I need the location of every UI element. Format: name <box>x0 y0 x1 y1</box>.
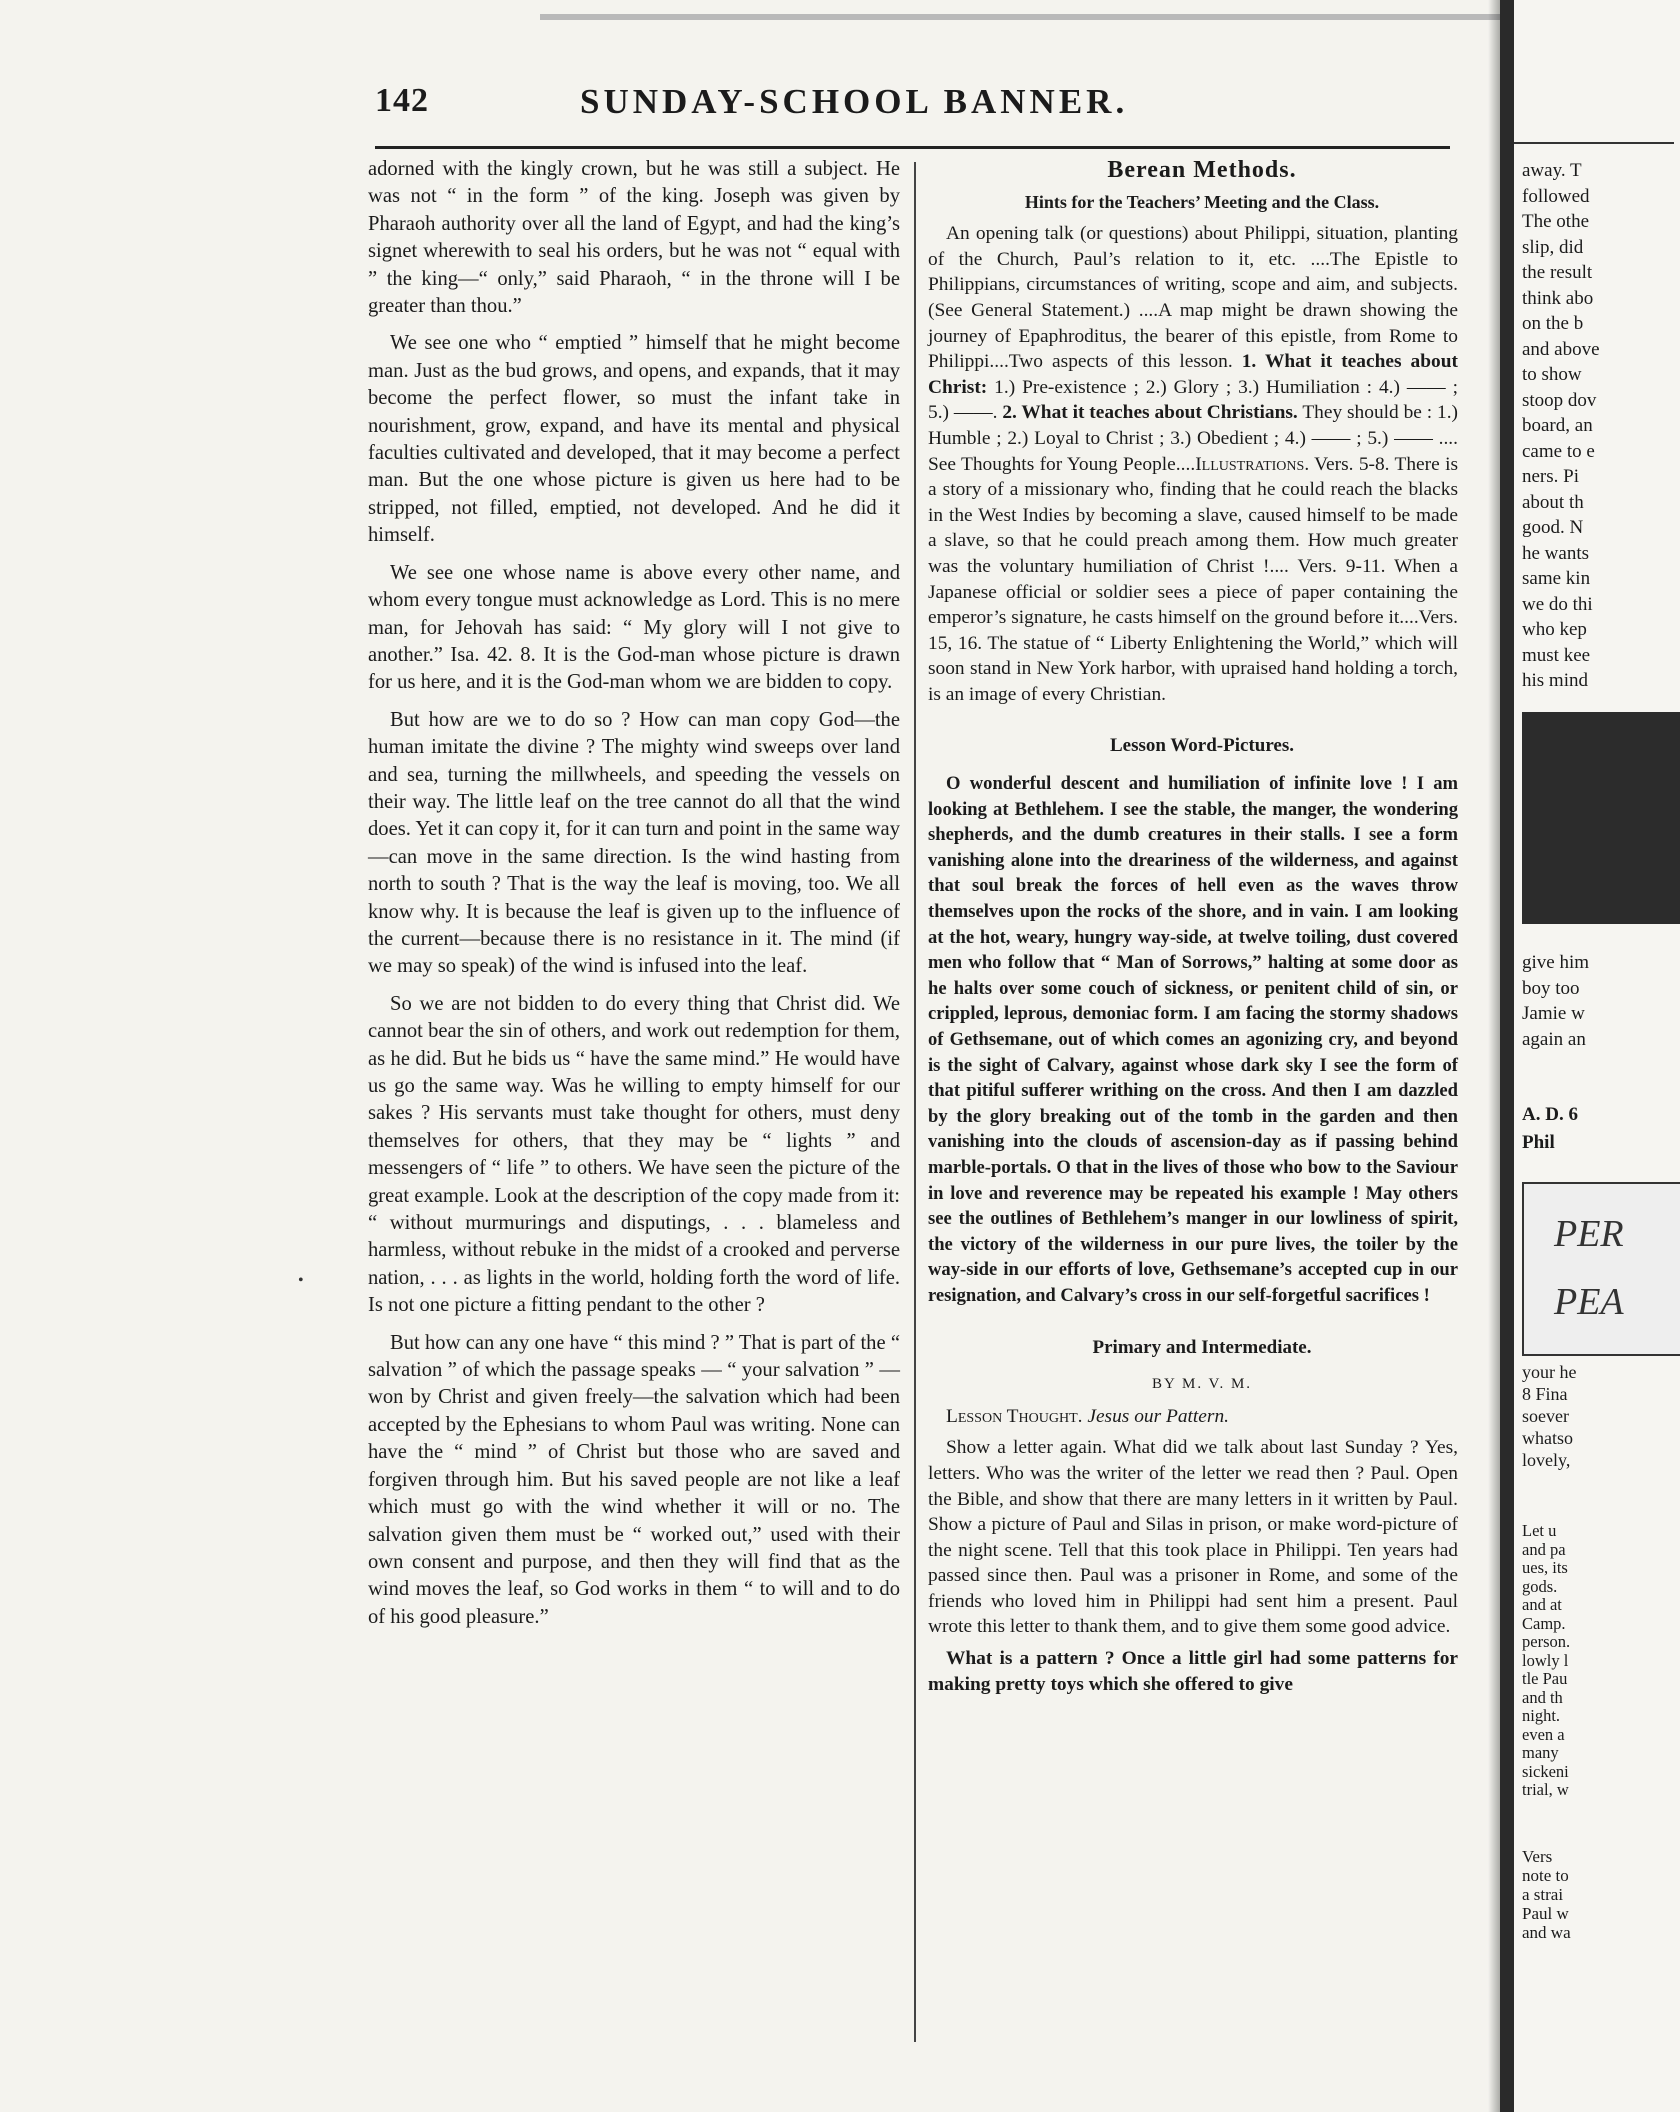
adjacent-page-line: on the b <box>1522 313 1584 334</box>
lesson-thought-label: Lesson Thought. <box>946 1405 1083 1427</box>
adjacent-page-illustration <box>1522 712 1680 924</box>
adjacent-page-line: board, an <box>1522 415 1593 436</box>
adjacent-page-line: tle Pau <box>1522 1669 1568 1688</box>
left-paragraph-2: We see one who “ emptied ” himself that he might become man. Just as the bud grows, and opens, and expands, that it may become the perfect flower, so must the infant take in nourishment, grow, expand, and have its mental and physical faculties cultivated and developed, that it may become a perfect man. But the one whose picture is given us here had to be stripped, not filled, emptied, not developed. And he did it himself. <box>368 332 900 547</box>
adjacent-page-line: boy too <box>1522 977 1580 999</box>
left-paragraph-5: So we are not bidden to do every thing that Christ did. We cannot bear the sin of others, and work out redemption for them, as he did. But he bids us “ have the same mind.” He would have us go the same way. Was he willing to empty himself for our sakes ? His servants must take thought for others, must deny themselves for others, that they may be “ lights ” and messengers of “ life ” to others. We have seen the picture of the great example. Look at the description of the copy made from it: “ without murmurings and disputings, . . . blameless and harmless, without rebuke in the midst of a crooked and perverse nation, . . . as lights in the world, holding forth the word of life. Is not one picture a fitting pendant to the other ? <box>368 992 900 1317</box>
berean-intro: An opening talk (or questions) about Philippi, situation, planting of the Church, Paul’s relation to it, etc. ....The Epistle to Philippians, circumstances of writing, scope and aim, and subjects. (See General Statement.) ....A map might be drawn showing the journey of Epaphroditus, the bearer of this epistle, from Rome to Philippi....Two aspects of this lesson. <box>928 223 1458 373</box>
berean-point-1-label: 1. What it teaches about Christ: <box>928 351 1458 398</box>
adjacent-page-line: 8 Fina <box>1522 1384 1568 1404</box>
adjacent-page-line: same kin <box>1522 568 1591 589</box>
adjacent-page-line: give him <box>1522 952 1590 973</box>
lesson-thought-text: Jesus our Pattern. <box>1087 1405 1229 1427</box>
adjacent-page-line: lowly l <box>1522 1650 1569 1670</box>
adjacent-page-line: gods. <box>1522 1576 1558 1596</box>
adjacent-page-line: and above <box>1522 338 1600 360</box>
adjacent-page-line: think abo <box>1522 287 1594 309</box>
adjacent-page-line: Jamie w <box>1522 1003 1585 1024</box>
adjacent-page-line: Phil <box>1522 1132 1555 1153</box>
adjacent-page-line: Vers <box>1522 1847 1553 1866</box>
adjacent-page-line: soever <box>1522 1406 1569 1426</box>
primary-byline: BY M. V. M. <box>1151 1376 1253 1393</box>
left-paragraph-3: We see one whose name is above every other name, and whom every tongue must acknowledge as Lord. This is no mere man, for Jehovah has said: “ My glory will I not give to another.” Isa. 42. 8. It is the God-man whose picture is drawn for us here, and it is the God-man whom we are bidden to copy. <box>368 561 900 694</box>
adjacent-page-line: ues, its <box>1522 1558 1568 1577</box>
adjacent-page-line: Camp. <box>1522 1613 1566 1633</box>
adjacent-page-motto-image <box>1522 1182 1680 1356</box>
adjacent-page-line: we do thi <box>1522 593 1593 615</box>
adjacent-page-line: note to <box>1522 1866 1569 1885</box>
left-paragraph-4: But how are we to do so ? How can man copy God—the human imitate the divine ? The mighty wind sweeps over land and sea, turning the millwheels, and speeding the vessels on their way. The little leaf on the tree cannot do all that the wind does. Yet it can copy it, for it can turn and point in the same way—can move in the same direction. Is the wind hasting from north to south ? That is the way the leaf is moving, too. We all know why. It is because the leaf is given up to the influence of the current—because there is no resistance in it. The mind (if we may so speak) of the wind is infused into the leaf. <box>368 708 900 978</box>
word-pictures-title: Lesson Word-Pictures. <box>1109 735 1295 757</box>
adjacent-page-line: Paul w <box>1522 1904 1569 1923</box>
adjacent-page-line: whatso <box>1522 1428 1573 1448</box>
adjacent-page-line: to show <box>1522 364 1582 385</box>
adjacent-page-line: lovely, <box>1522 1450 1571 1470</box>
adjacent-page-line: and wa <box>1522 1923 1571 1942</box>
left-column <box>368 156 900 1641</box>
adjacent-page-line: his mind <box>1522 670 1588 691</box>
adjacent-page-line: sickeni <box>1522 1761 1569 1781</box>
adjacent-page-line: stoop dov <box>1522 389 1597 411</box>
left-paragraph-1: adorned with the kingly crown, but he was still a subject. He was not “ in the form ” of the king. Joseph was given by Pharaoh authority over all the land of Egypt, and had the king’s signet wherewith to seal his orders, but he was not “ equal with ” the king—“ only,” said Pharaoh, “ in the throne will I be greater than thou.” <box>368 158 900 318</box>
adjacent-page-line: many <box>1522 1743 1559 1762</box>
adjacent-page-line: even a <box>1522 1724 1565 1744</box>
word-pictures-body: O wonderful descent and humiliation of infinite love ! I am looking at Bethlehem. I see the stable, the manger, the wondering shepherds, and the dumb creatures in their stalls. I see a form vanishing alone into the dreariness of the wilderness, and against that soul break the forces of hell even as the waves throw themselves upon the rocks of the shore, and in vain. I am looking at the hot, weary, hungry way-side, at twelve toiling, dust covered men who follow that “ Man of Sorrows,” halting at some door as he halts over some couch of sickness, or penitent child of sin, or crippled, leprous, demoniac form. I am facing the stormy shadows of Gethsemane, out of which comes an agonizing cry, and beyond is the sight of Calvary, against whose dark sky I see the form of that pitiful sufferer writhing on the cross. And then I am dazzled by the glory breaking out of the tomb in the garden and then vanishing into the clouds of ascension-day as if passing behind marble-portals. O that in the lives of those who bow to the Saviour in love and reverence may be repeated his example ! May others see the outlines of Bethlehem’s manger in our lowliness of spirit, the victory of the wilderness in our pure lives, the toiler by the way-side in our efforts of love, Gethsemane’s accepted cup in our resignation, and Calvary’s cross in our self-forgetful sacrifices ! <box>928 773 1458 1306</box>
adjacent-page-line: person. <box>1522 1632 1571 1651</box>
adjacent-page-line: must kee <box>1522 644 1591 666</box>
adjacent-page-line: a strai <box>1522 1885 1564 1904</box>
adjacent-page-line: followed <box>1522 185 1590 207</box>
adjacent-page-line: and th <box>1522 1687 1563 1707</box>
adjacent-page-line: night. <box>1522 1706 1561 1725</box>
adjacent-page-line: ners. Pi <box>1522 466 1579 487</box>
adjacent-page-line: away. T <box>1522 160 1582 181</box>
adjacent-page-line: and pa <box>1522 1539 1566 1559</box>
adjacent-page-line: about th <box>1522 491 1584 513</box>
illustrations-text: Vers. 5-8. There is a story of a missionary who, finding that he could reach the blacks in the West Indies by becoming a slave, caused himself to be made a slave, so that he could preach among them. How much greater was the voluntary humiliation of Christ !.... Vers. 9-11. When a Japanese official or soldier sees a piece of paper containing the emperor’s signature, he casts himself on the ground before it....Vers. 15, 16. The statue of “ Liberty Enlightening the World,” which will soon stand in New York harbor, with upraised hand holding a torch, is an image of every Christian. <box>928 453 1459 705</box>
motto-lettering-1: PER <box>1554 1213 1624 1255</box>
adjacent-page-line: came to e <box>1522 440 1595 462</box>
page-number: 142 <box>375 82 429 119</box>
column-divider <box>914 162 916 2042</box>
page-edge <box>1500 0 1514 2112</box>
page-top-shadow <box>540 14 1540 20</box>
page-header <box>375 82 1450 142</box>
adjacent-page-line: A. D. 6 <box>1522 1104 1578 1125</box>
adjacent-page-line: he wants <box>1522 542 1590 564</box>
motto-lettering-2: PEA <box>1554 1281 1624 1323</box>
margin-dot: • <box>298 1272 304 1289</box>
adjacent-page-line: The othe <box>1522 211 1590 232</box>
adjacent-page <box>1514 0 1680 2112</box>
adjacent-page-line: who kep <box>1522 619 1587 640</box>
primary-paragraph-1: Show a letter again. What did we talk about last Sunday ? Yes, letters. Who was the writer of the letter we read then ? Paul. Open the Bible, and show that there are many letters in it written by Paul. Show a picture of Paul and Silas in prison, or make word-picture of the night scene. Tell that this took place in Philippi. Ten years had passed since then. Paul was a prisoner in Rome, and some of the friends who loved him in Philippi had sent him a present. Paul wrote this letter to thank them, and to give them some good advice. <box>928 1437 1458 1638</box>
adjacent-page-line: and at <box>1522 1595 1562 1614</box>
lesson-thought <box>928 1404 1458 1430</box>
adjacent-page-line: the result <box>1522 262 1593 283</box>
adjacent-page-line: your he <box>1522 1362 1577 1382</box>
adjacent-page-line: Let u <box>1522 1521 1557 1540</box>
adjacent-page-line: trial, w <box>1522 1780 1569 1799</box>
header-rule <box>375 146 1450 149</box>
adjacent-page-line: good. N <box>1522 517 1584 538</box>
illustrations-label: Illustrations. <box>1195 453 1310 475</box>
berean-methods-title: Berean Methods. <box>1107 157 1297 183</box>
adjacent-page-line: slip, did <box>1522 236 1584 258</box>
primary-title: Primary and Intermediate. <box>1092 1336 1312 1358</box>
right-column <box>928 156 1458 1703</box>
berean-methods-body <box>928 221 1458 707</box>
adjacent-page-line: again an <box>1522 1028 1586 1050</box>
berean-point-2-text: They should be : 1.) Humble ; 2.) Loyal to Christ ; 3.) Obedient ; 4.) —— ; 5.) —— .... See Thoughts for Young People.... <box>928 402 1458 475</box>
primary-paragraph-2: What is a pattern ? Once a little girl had some patterns for making pretty toys which she offered to give <box>928 1648 1458 1695</box>
adjacent-page-rule <box>1514 142 1674 144</box>
masthead-title: SUNDAY-SCHOOL BANNER. <box>580 82 1129 121</box>
berean-point-1-text: 1.) Pre-existence ; 2.) Glory ; 3.) Humiliation : 4.) —— ; 5.) ——. <box>928 376 1458 424</box>
left-paragraph-6: But how can any one have “ this mind ? ” That is part of the “ salvation ” of which the passage speaks — “ your salvation ” — won by Christ and given freely—the salvation which had been accepted by the Ephesians to whom Paul was writing. None can have the “ mind ” of Christ but those who are saved and forgiven through him. But his saved people are not like a leaf which must go with the wind whether it will or no. The salvation given them must be “ worked out,” used with their own consent and purpose, and then they will find that as the wind moves the leaf, so God works in them “ to will and to do of his good pleasure.” <box>368 1331 900 1628</box>
berean-methods-subtitle: Hints for the Teachers’ Meeting and the Class. <box>1024 191 1380 212</box>
berean-point-2-label: 2. What it teaches about Christians. <box>1002 402 1298 424</box>
